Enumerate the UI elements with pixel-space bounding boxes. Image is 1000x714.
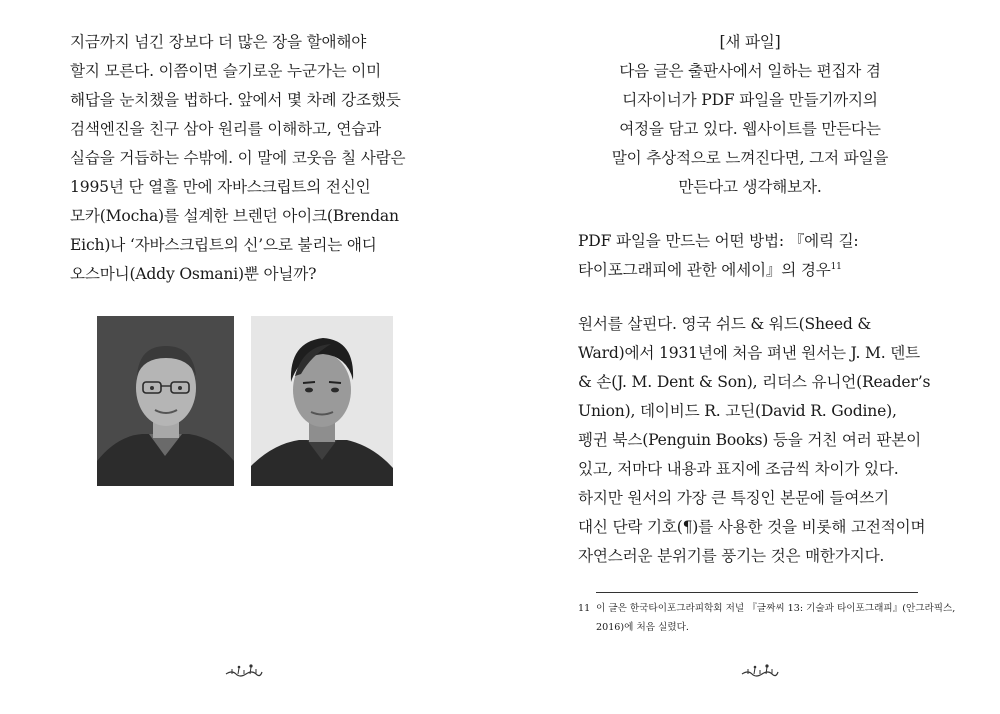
footnote-number: 11 <box>578 603 591 614</box>
portrait-illustration <box>251 316 393 486</box>
text-line: Ward)에서 1931년에 처음 펴낸 원서는 J. M. 덴트 <box>578 344 921 362</box>
text-line: 여정을 담고 있다. 웹사이트를 만든다는 <box>619 120 881 138</box>
text-line: 1995년 단 열흘 만에 자바스크립트의 전신인 <box>70 178 371 196</box>
text-line: 검색엔진을 친구 삼아 원리를 이해하고, 연습과 <box>70 120 381 138</box>
text-line: 다음 글은 출판사에서 일하는 편집자 겸 <box>619 62 881 80</box>
pdf-method-heading <box>578 227 858 285</box>
footnote-text-line: 2016)에 처음 실렸다. <box>596 622 689 633</box>
text-line: 실습을 거듭하는 수밖에. 이 말에 코웃음 칠 사람은 <box>70 149 406 167</box>
text-line: Union), 데이비드 R. 고딘(David R. Godine), <box>578 402 897 420</box>
footnote-divider <box>596 592 918 593</box>
intro-heading-block <box>580 28 920 202</box>
text-line: 만든다고 생각해보자. <box>678 178 822 196</box>
page-ornament-icon <box>740 660 780 678</box>
portrait-illustration <box>97 316 234 486</box>
portrait-photo-left <box>97 316 234 486</box>
text-line: & 손(J. M. Dent & Son), 리더스 유니언(Reader’s <box>578 373 931 391</box>
footnote-reference: 11 <box>830 262 842 272</box>
text-line: Eich)나 ‘자바스크립트의 신’으로 불리는 애디 <box>70 236 377 254</box>
text-line <box>578 256 858 285</box>
text-line: 원서를 살핀다. 영국 쉬드 & 워드(Sheed & <box>578 315 872 333</box>
right-page <box>500 0 1000 714</box>
page-ornament-icon <box>224 660 264 678</box>
text-line: 지금까지 넘긴 장보다 더 많은 장을 할애해야 <box>70 33 367 51</box>
text-line: PDF 파일을 만드는 어떤 방법: 『에릭 길: <box>578 232 859 250</box>
text-line: 디자이너가 PDF 파일을 만들기까지의 <box>622 91 878 109</box>
text-line: 하지만 원서의 가장 큰 특징인 본문에 들여쓰기 <box>578 489 889 507</box>
text-line: 펭귄 북스(Penguin Books) 등을 거친 여러 판본이 <box>578 431 921 449</box>
text-line: 있고, 저마다 내용과 표지에 조금씩 차이가 있다. <box>578 460 899 478</box>
left-paragraph <box>70 28 405 289</box>
text-line: 자연스러운 분위기를 풍기는 것은 매한가지다. <box>578 547 885 565</box>
text-line: 모카(Mocha)를 설계한 브렌던 아이크(Brendan <box>70 207 399 225</box>
main-paragraph <box>578 310 930 571</box>
footnote <box>578 599 955 637</box>
text-line: 해답을 눈치챘을 법하다. 앞에서 몇 차례 강조했듯 <box>70 91 401 109</box>
text-line: 말이 추상적으로 느껴진다면, 그저 파일을 <box>611 149 889 167</box>
section-title: [새 파일] <box>719 33 781 51</box>
text-line: 대신 단락 기호(¶)를 사용한 것을 비롯해 고전적이며 <box>578 518 926 536</box>
portrait-photo-right <box>251 316 393 486</box>
text-line: 오스마니(Addy Osmani)뿐 아닐까? <box>70 265 317 283</box>
footnote-text-line: 이 글은 한국타이포그라피학회 저널 『글짜씨 13: 기술과 타이포그래피』(안그라픽스, <box>596 603 956 614</box>
text-line: 할지 모른다. 이쯤이면 슬기로운 누군가는 이미 <box>70 62 381 80</box>
text-segment: 타이포그래피에 관한 에세이』의 경우 <box>578 261 831 279</box>
